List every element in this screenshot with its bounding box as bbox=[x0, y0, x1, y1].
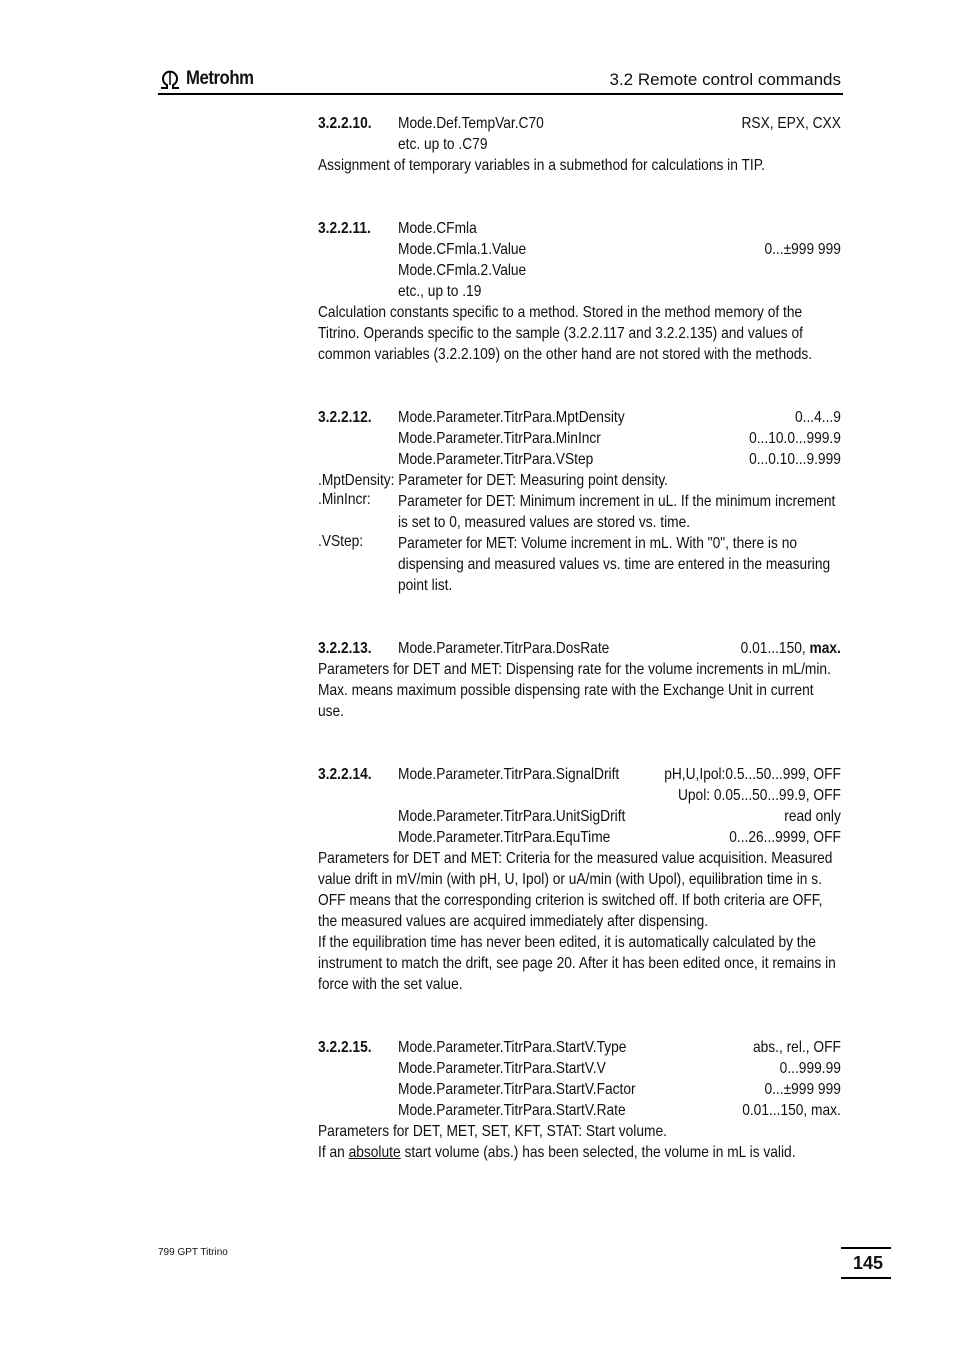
description: Parameters for DET and MET: Criteria for the measured value acquisition. Measured value drift in mV/min (with pH, U, Ipol) or uA/min (with Upol), equilibration time in s. OFF means that the corresponding criterion is switched off. If both criteria are OFF, the measured values are acquired immediately after dispensing. bbox=[318, 850, 833, 930]
definition-label: .MinIncr: bbox=[318, 491, 371, 508]
definition-text: Parameter for DET: Minimum increment in uL. If the minimum increment is set to 0, measured values are stored vs. time. bbox=[397, 493, 836, 531]
value-range: 0...26...9999, OFF bbox=[729, 829, 841, 846]
command-name: Mode.Parameter.TitrPara.MptDensity bbox=[397, 409, 625, 426]
command-name: Mode.Parameter.TitrPara.SignalDrift bbox=[397, 766, 620, 783]
value-range: 0...4...9 bbox=[794, 409, 841, 426]
header-rule bbox=[158, 93, 843, 95]
value-range: pH,U,Ipol:0.5...50...999, OFF bbox=[664, 766, 841, 783]
definition-label: .VStep: bbox=[318, 533, 364, 550]
value-range: Upol: 0.05...50...99.9, OFF bbox=[677, 787, 841, 804]
description: Parameters for DET and MET: Dispensing rate for the volume increments in mL/min. Max. means maximum possible dispensing rate with the Exchange Unit in current use. bbox=[318, 661, 831, 720]
section-number: 3.2.2.10. bbox=[318, 115, 372, 132]
continuation-text: etc., up to .19 bbox=[397, 283, 482, 300]
command-name: Mode.Parameter.TitrPara.StartV.Type bbox=[397, 1039, 627, 1056]
page-content bbox=[318, 113, 841, 1163]
value-range: abs., rel., OFF bbox=[752, 1039, 841, 1056]
section-3-2-2-10 bbox=[318, 113, 841, 134]
definition-text: Parameter for MET: Volume increment in mL. With "0", there is no dispensing and measured values vs. time are entered in the measuring point list. bbox=[397, 535, 831, 594]
command-name: Mode.CFmla bbox=[397, 220, 477, 237]
section-3-2-2-13 bbox=[318, 638, 841, 659]
section-3-2-2-11 bbox=[318, 218, 841, 239]
section-number: 3.2.2.11. bbox=[318, 220, 371, 237]
value-range: 0...999.99 bbox=[779, 1060, 841, 1077]
command-name: Mode.Parameter.TitrPara.EquTime bbox=[397, 829, 611, 846]
page-number: 145 bbox=[852, 1253, 883, 1273]
section-number: 3.2.2.14. bbox=[318, 766, 372, 783]
brand-name: Metrohm bbox=[186, 68, 254, 89]
description: If the equilibration time has never been edited, it is automatically calculated by the instrument to match the drift, see page 20. After it has been edited once, it remains in force with the set value. bbox=[318, 934, 836, 993]
command-name: Mode.Parameter.TitrPara.StartV.Factor bbox=[397, 1081, 636, 1098]
value-range: 0.01...150, max. bbox=[740, 640, 841, 657]
description: If an absolute start volume (abs.) has been selected, the volume in mL is valid. bbox=[318, 1144, 796, 1161]
section-number: 3.2.2.13. bbox=[318, 640, 372, 657]
command-name: Mode.CFmla.1.Value bbox=[397, 241, 527, 258]
command-name: Mode.Parameter.TitrPara.DosRate bbox=[397, 640, 610, 657]
section-3-2-2-12 bbox=[318, 407, 841, 428]
command-name: Mode.Parameter.TitrPara.UnitSigDrift bbox=[397, 808, 626, 825]
product-name: 799 GPT Titrino bbox=[158, 1247, 228, 1258]
header-logo bbox=[158, 66, 263, 92]
command-name: Mode.Def.TempVar.C70 bbox=[397, 115, 544, 132]
command-name: Mode.CFmla.2.Value bbox=[397, 262, 527, 279]
command-name: Mode.Parameter.TitrPara.VStep bbox=[397, 451, 594, 468]
section-title: 3.2 Remote control commands bbox=[609, 70, 841, 89]
description: Parameters for DET, MET, SET, KFT, STAT: Start volume. bbox=[318, 1123, 667, 1140]
command-name: Mode.Parameter.TitrPara.StartV.Rate bbox=[397, 1102, 626, 1119]
page-number-box bbox=[841, 1247, 891, 1279]
value-range: 0...±999 999 bbox=[764, 241, 841, 258]
value-range: RSX, EPX, CXX bbox=[741, 115, 841, 132]
value-range: read only bbox=[784, 808, 841, 825]
command-name: Mode.Parameter.TitrPara.MinIncr bbox=[397, 430, 601, 447]
omega-logo-icon bbox=[158, 68, 182, 90]
value-range: 0...10.0...999.9 bbox=[749, 430, 841, 447]
value-range: 0.01...150, max. bbox=[742, 1102, 841, 1119]
definition: .MptDensity: Parameter for DET: Measuring point density. bbox=[318, 472, 669, 489]
description: Assignment of temporary variables in a submethod for calculations in TIP. bbox=[318, 157, 765, 174]
section-number: 3.2.2.15. bbox=[318, 1039, 372, 1056]
command-name: Mode.Parameter.TitrPara.StartV.V bbox=[397, 1060, 606, 1077]
section-3-2-2-14 bbox=[318, 764, 841, 785]
description: Calculation constants specific to a method. Stored in the method memory of the Titrino. Operands specific to the sample (3.2.2.117 and 3.2.2.135) and values of common variables (3.2.2.109) on the other hand are not stored with the methods. bbox=[318, 304, 813, 363]
continuation-text: etc. up to .C79 bbox=[397, 136, 488, 153]
section-3-2-2-15 bbox=[318, 1037, 841, 1058]
section-number: 3.2.2.12. bbox=[318, 409, 372, 426]
value-range: 0...±999 999 bbox=[764, 1081, 841, 1098]
value-range: 0...0.10...9.999 bbox=[749, 451, 841, 468]
